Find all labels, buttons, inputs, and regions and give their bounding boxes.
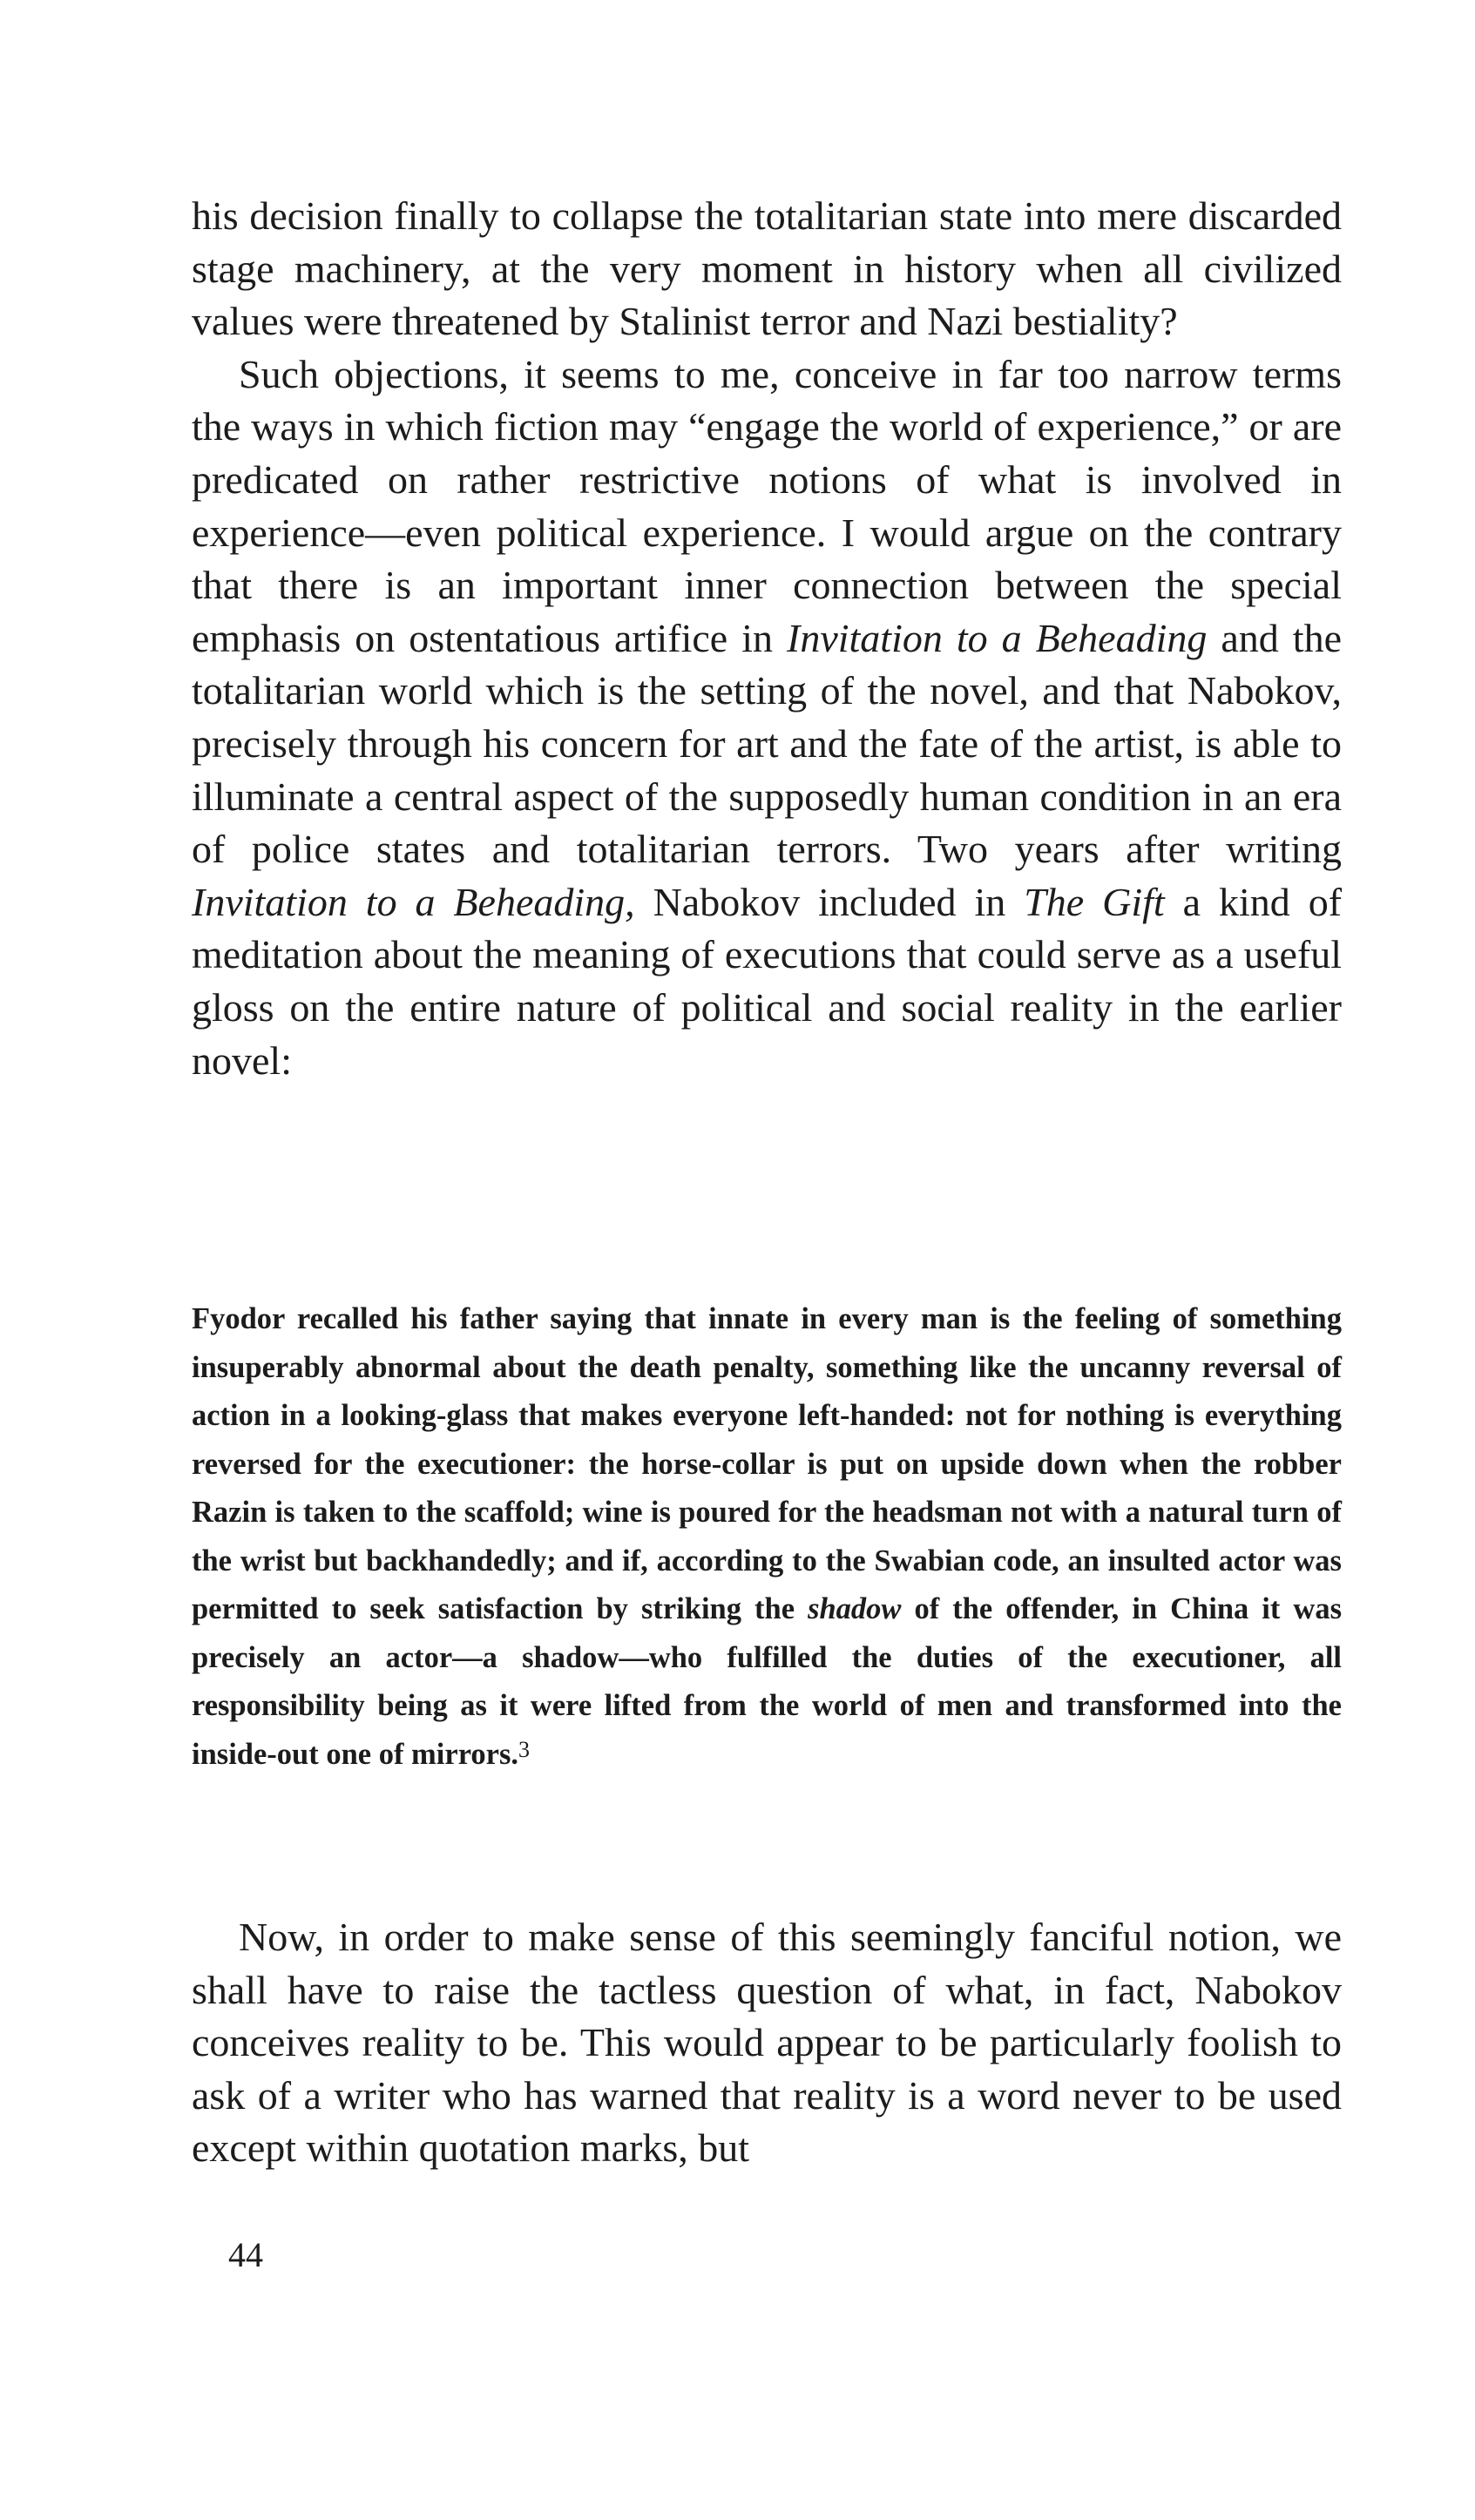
paragraph-2-part-1: Such objections, it seems to me, conceive in far too narrow terms the ways in which fiction may “engage the world of experience,” or are predicated on rather restrictive notions of what is involved in experience—even political experience. I would argue on the contrary that there is an important inner connection between the special emphasis on ostentatious artifice in [192,351,1342,660]
book-title-the-gift: The Gift [1024,879,1165,924]
paragraph-2-part-2: and the totalitarian world which is the setting of the novel, and that Nabokov, precisely through his concern for art and the fate of the artist, is able to illuminate a central aspect of the supposedly human condition in an era of police states and totalitarian terrors. Two years after writing [192,615,1342,872]
body-text-top [192,190,1342,1087]
body-text-bottom [192,1911,1342,2175]
block-quote-part-1: Fyodor recalled his father saying that innate in every man is the feeling of something insuperably abnormal about the death penalty, something like the uncanny reversal of action in a looking-glass that makes everyone left-handed: not for nothing is everything reversed for the executioner: the horse-collar is put on upside down when the robber Razin is taken to the scaffold; wine is poured for the headsman not with a natural turn of the wrist but backhandedly; and if, according to the Swabian code, an insulted actor was permitted to seek satisfaction by striking the [192,1302,1342,1625]
paragraph-3 [192,1911,1342,2175]
block-quote-italic-shadow: shadow [808,1592,902,1625]
paragraph-3-text: Now, in order to make sense of this seemingly fanciful notion, we shall have to raise the tactless question of what, in fact, Nabokov conceives reality to be. This would appear to be particularly foolish to ask of a writer who has warned that reality is a word never to be used except within quotation marks, but [192,1915,1342,2171]
paragraph-1-text: his decision finally to collapse the totalitarian state into mere discarded stage machinery, at the very moment in history when all civilized values were threatened by Stalinist terror and Nazi bestiality? [192,193,1342,344]
paragraph-continuation [192,190,1342,348]
block-quote [192,1295,1342,1779]
paragraph-2-part-3: Nabokov included in [634,879,1025,924]
book-title-invitation-2: Invitation to a Beheading, [192,879,635,924]
footnote-marker: 3 [518,1736,531,1762]
paragraph-2-part-4: a kind of meditation about the meaning of executions that could serve as a useful gloss on the entire nature of political and social reality in the earlier novel: [192,879,1343,1083]
block-quote-part-2: of the offender, in China it was precisely an actor—a shadow—who fulfilled the duties of the executioner, all responsibility being as it were lifted from the world of men and transformed into the inside-out one of mirrors. [192,1592,1342,1771]
book-title-invitation: Invitation to a Beheading [787,615,1208,660]
paragraph-2 [192,348,1342,1087]
page-number: 44 [228,2235,263,2274]
